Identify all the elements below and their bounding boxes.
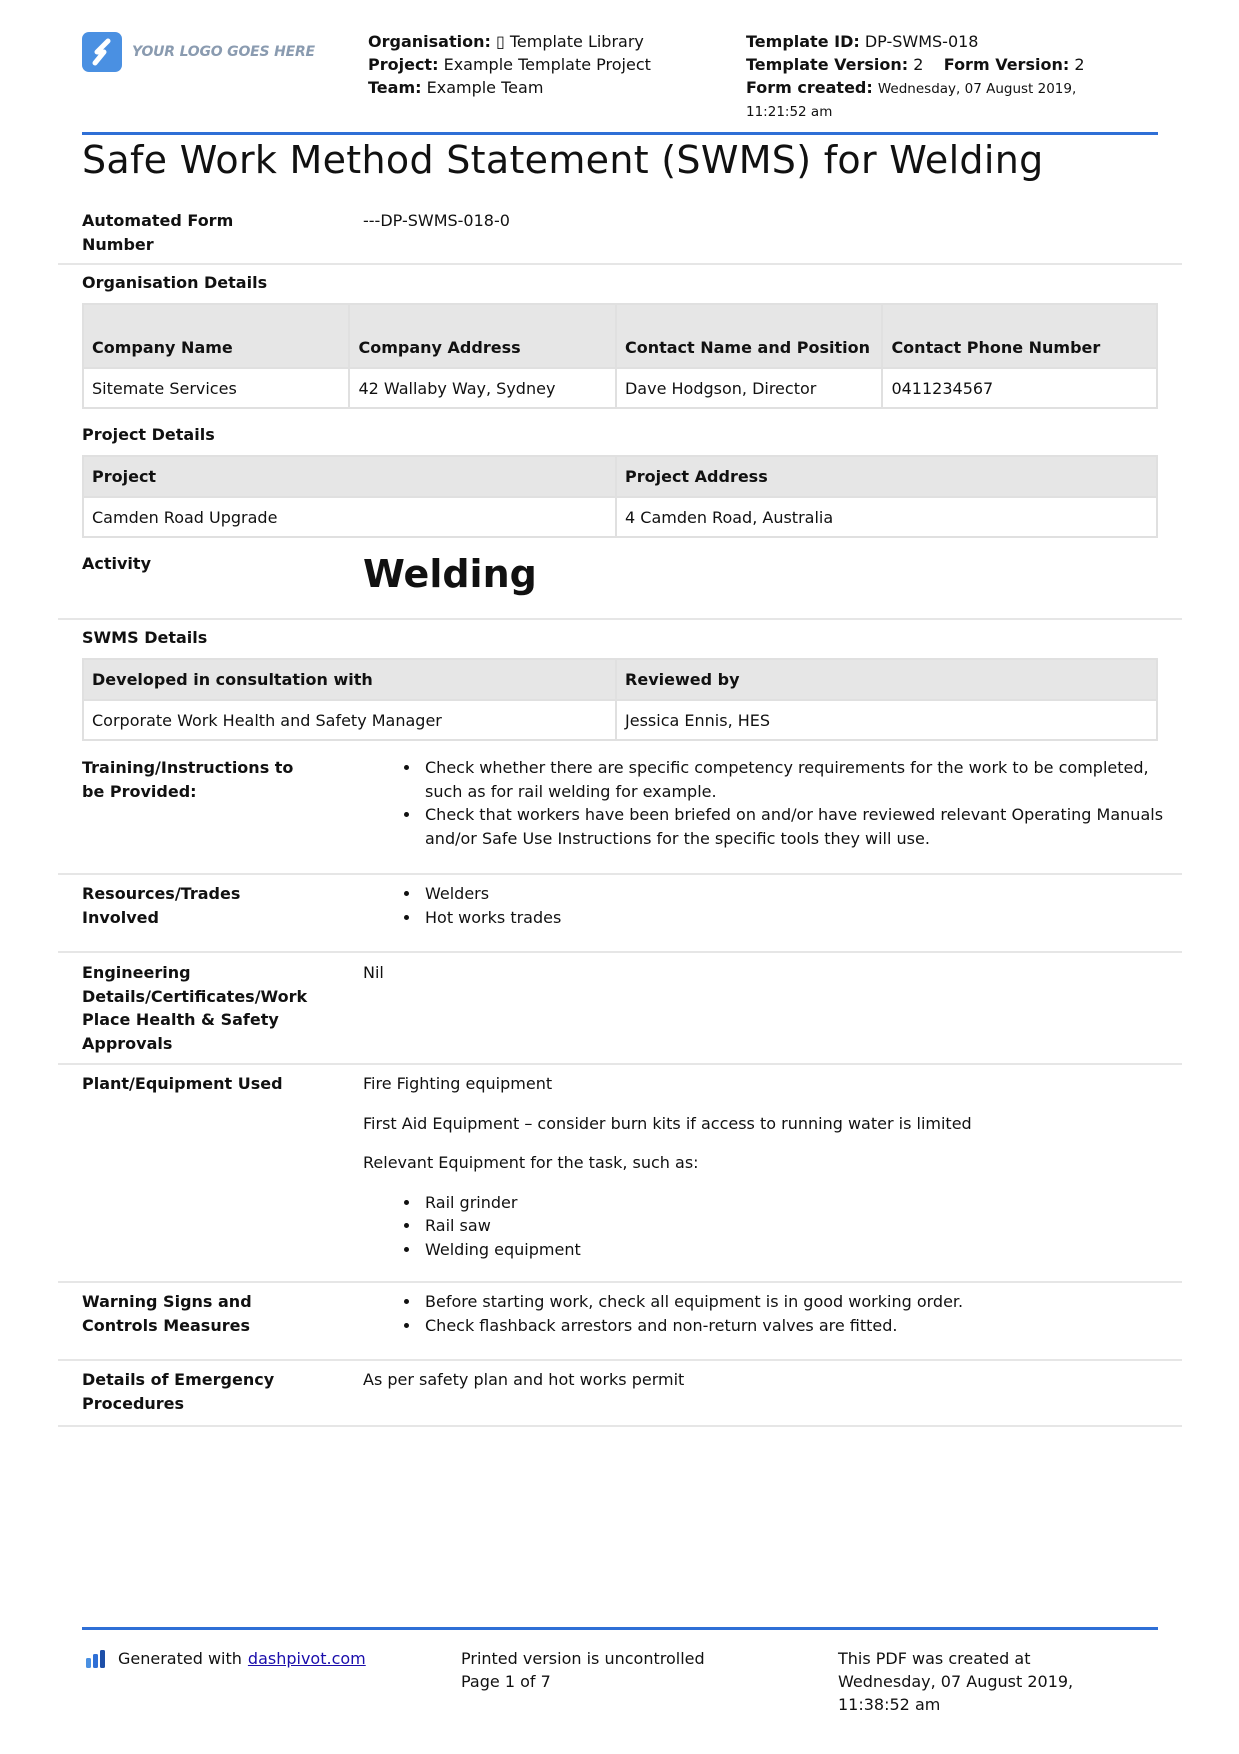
header-divider [82,132,1158,135]
activity-value: Welding [363,552,537,596]
pdf-created-time: 11:38:52 am [838,1695,941,1714]
header-meta-right [746,30,1126,124]
organisation-value: ▯ Template Library [495,32,644,51]
engineering-label: Engineering Details/Certificates/Work Place Health & Safety Approvals [82,963,308,1053]
form-number-label: Automated Form Number [82,211,234,254]
team-value: Example Team [426,78,544,97]
organisation-details-title: Organisation Details [82,273,268,292]
list-item: • Hot works trades [421,906,1173,930]
row-divider [58,1281,1182,1283]
list-item: • Welding equipment [421,1238,1173,1262]
header-meta-left [368,30,728,99]
training-value [363,756,1173,850]
warning-list [363,1290,1173,1337]
table-header-row [83,304,1157,368]
table-row [83,497,1157,537]
table-header-cell: Reviewed by [616,659,1157,700]
table-header-cell: Project Address [616,456,1157,497]
list-item: • Check whether there are specific competency requirements for the work to be completed, such as for rail welding for example. [421,756,1173,803]
page-number: Page 1 of 7 [461,1672,551,1691]
row-divider [58,1359,1182,1361]
warning-label: Warning Signs and Controls Measures [82,1292,252,1335]
table-cell: Dave Hodgson, Director [616,368,882,408]
resources-list [363,882,1173,929]
uncontrolled-text: Printed version is uncontrolled [461,1649,705,1668]
table-cell: 42 Wallaby Way, Sydney [349,368,615,408]
table-header-row [83,456,1157,497]
row-divider [58,1425,1182,1427]
warning-value [363,1290,1173,1337]
project-label: Project: [368,55,439,74]
plant-list [363,1191,1173,1262]
table-header-cell: Developed in consultation with [83,659,616,700]
table-cell: Sitemate Services [83,368,349,408]
row-divider [58,618,1182,620]
footer-generated [86,1647,366,1670]
emergency-label: Details of Emergency Procedures [82,1370,275,1413]
training-list [363,756,1173,850]
footer-right [838,1647,1158,1716]
emergency-value: As per safety plan and hot works permit [363,1370,685,1389]
table-cell: 0411234567 [882,368,1157,408]
pdf-created-text: This PDF was created at [838,1649,1031,1668]
project-details-table [82,455,1158,538]
template-version-value: 2 [913,55,924,74]
form-created-value: Wednesday, 07 August 2019, [877,81,1077,97]
list-item: • Rail saw [421,1214,1173,1238]
form-version-value: 2 [1074,55,1085,74]
dashpivot-link[interactable]: dashpivot.com [247,1649,366,1668]
form-version-label: Form Version: [943,55,1070,74]
organisation-label: Organisation: [368,32,491,51]
engineering-value: Nil [363,963,384,982]
form-number-value: ---DP-SWMS-018-0 [363,211,510,230]
logo-mark-icon [82,32,122,72]
list-item: • Rail grinder [421,1191,1173,1215]
table-cell: Corporate Work Health and Safety Manager [83,700,616,740]
organisation-details-table [82,303,1158,409]
table-header-cell: Company Address [349,304,615,368]
footer-middle [461,1647,761,1693]
logo-text: YOUR LOGO GOES HERE [132,44,315,60]
plant-label: Plant/Equipment Used [82,1074,283,1093]
table-cell: 4 Camden Road, Australia [616,497,1157,537]
row-divider [58,263,1182,265]
template-version-label: Template Version: [746,55,909,74]
activity-label: Activity [82,554,151,573]
list-item: • Welders [421,882,1173,906]
swms-details-title: SWMS Details [82,628,208,647]
form-created-time: 11:21:52 am [746,104,833,120]
template-id-value: DP-SWMS-018 [864,32,979,51]
list-item: • Check flashback arrestors and non-return valves are fitted. [421,1314,1173,1338]
row-divider [58,873,1182,875]
table-header-cell: Contact Name and Position [616,304,882,368]
table-header-row [83,659,1157,700]
company-logo [82,32,315,72]
row-divider [58,1063,1182,1065]
training-label: Training/Instructions to be Provided: [82,758,294,801]
table-cell: Camden Road Upgrade [83,497,616,537]
plant-paragraph: Fire Fighting equipment [363,1074,553,1093]
row-divider [58,951,1182,953]
project-value: Example Template Project [443,55,651,74]
list-item: • Before starting work, check all equipment is in good working order. [421,1290,1173,1314]
form-created-label: Form created: [746,78,873,97]
table-row [83,368,1157,408]
resources-value [363,882,1173,929]
table-header-cell: Company Name [83,304,349,368]
resources-label: Resources/Trades Involved [82,884,241,927]
table-header-cell: Contact Phone Number [882,304,1157,368]
table-header-cell: Project [83,456,616,497]
list-item: • Check that workers have been briefed on and/or have reviewed relevant Operating Manuals and/or Safe Use Instructions for the specific tools they will use. [421,803,1173,850]
template-id-label: Template ID: [746,32,860,51]
footer-divider [82,1627,1158,1630]
table-cell: Jessica Ennis, HES [616,700,1157,740]
team-label: Team: [368,78,422,97]
project-details-title: Project Details [82,425,215,444]
plant-value [363,1072,1173,1261]
plant-paragraph: First Aid Equipment – consider burn kits if access to running water is limited [363,1113,972,1133]
plant-paragraph: Relevant Equipment for the task, such as: [363,1153,699,1172]
table-row [83,700,1157,740]
dashpivot-icon [86,1650,110,1668]
pdf-created-date: Wednesday, 07 August 2019, [838,1672,1074,1691]
page-title: Safe Work Method Statement (SWMS) for Welding [82,138,1044,182]
swms-details-table [82,658,1158,741]
generated-text: Generated with [118,1649,242,1668]
